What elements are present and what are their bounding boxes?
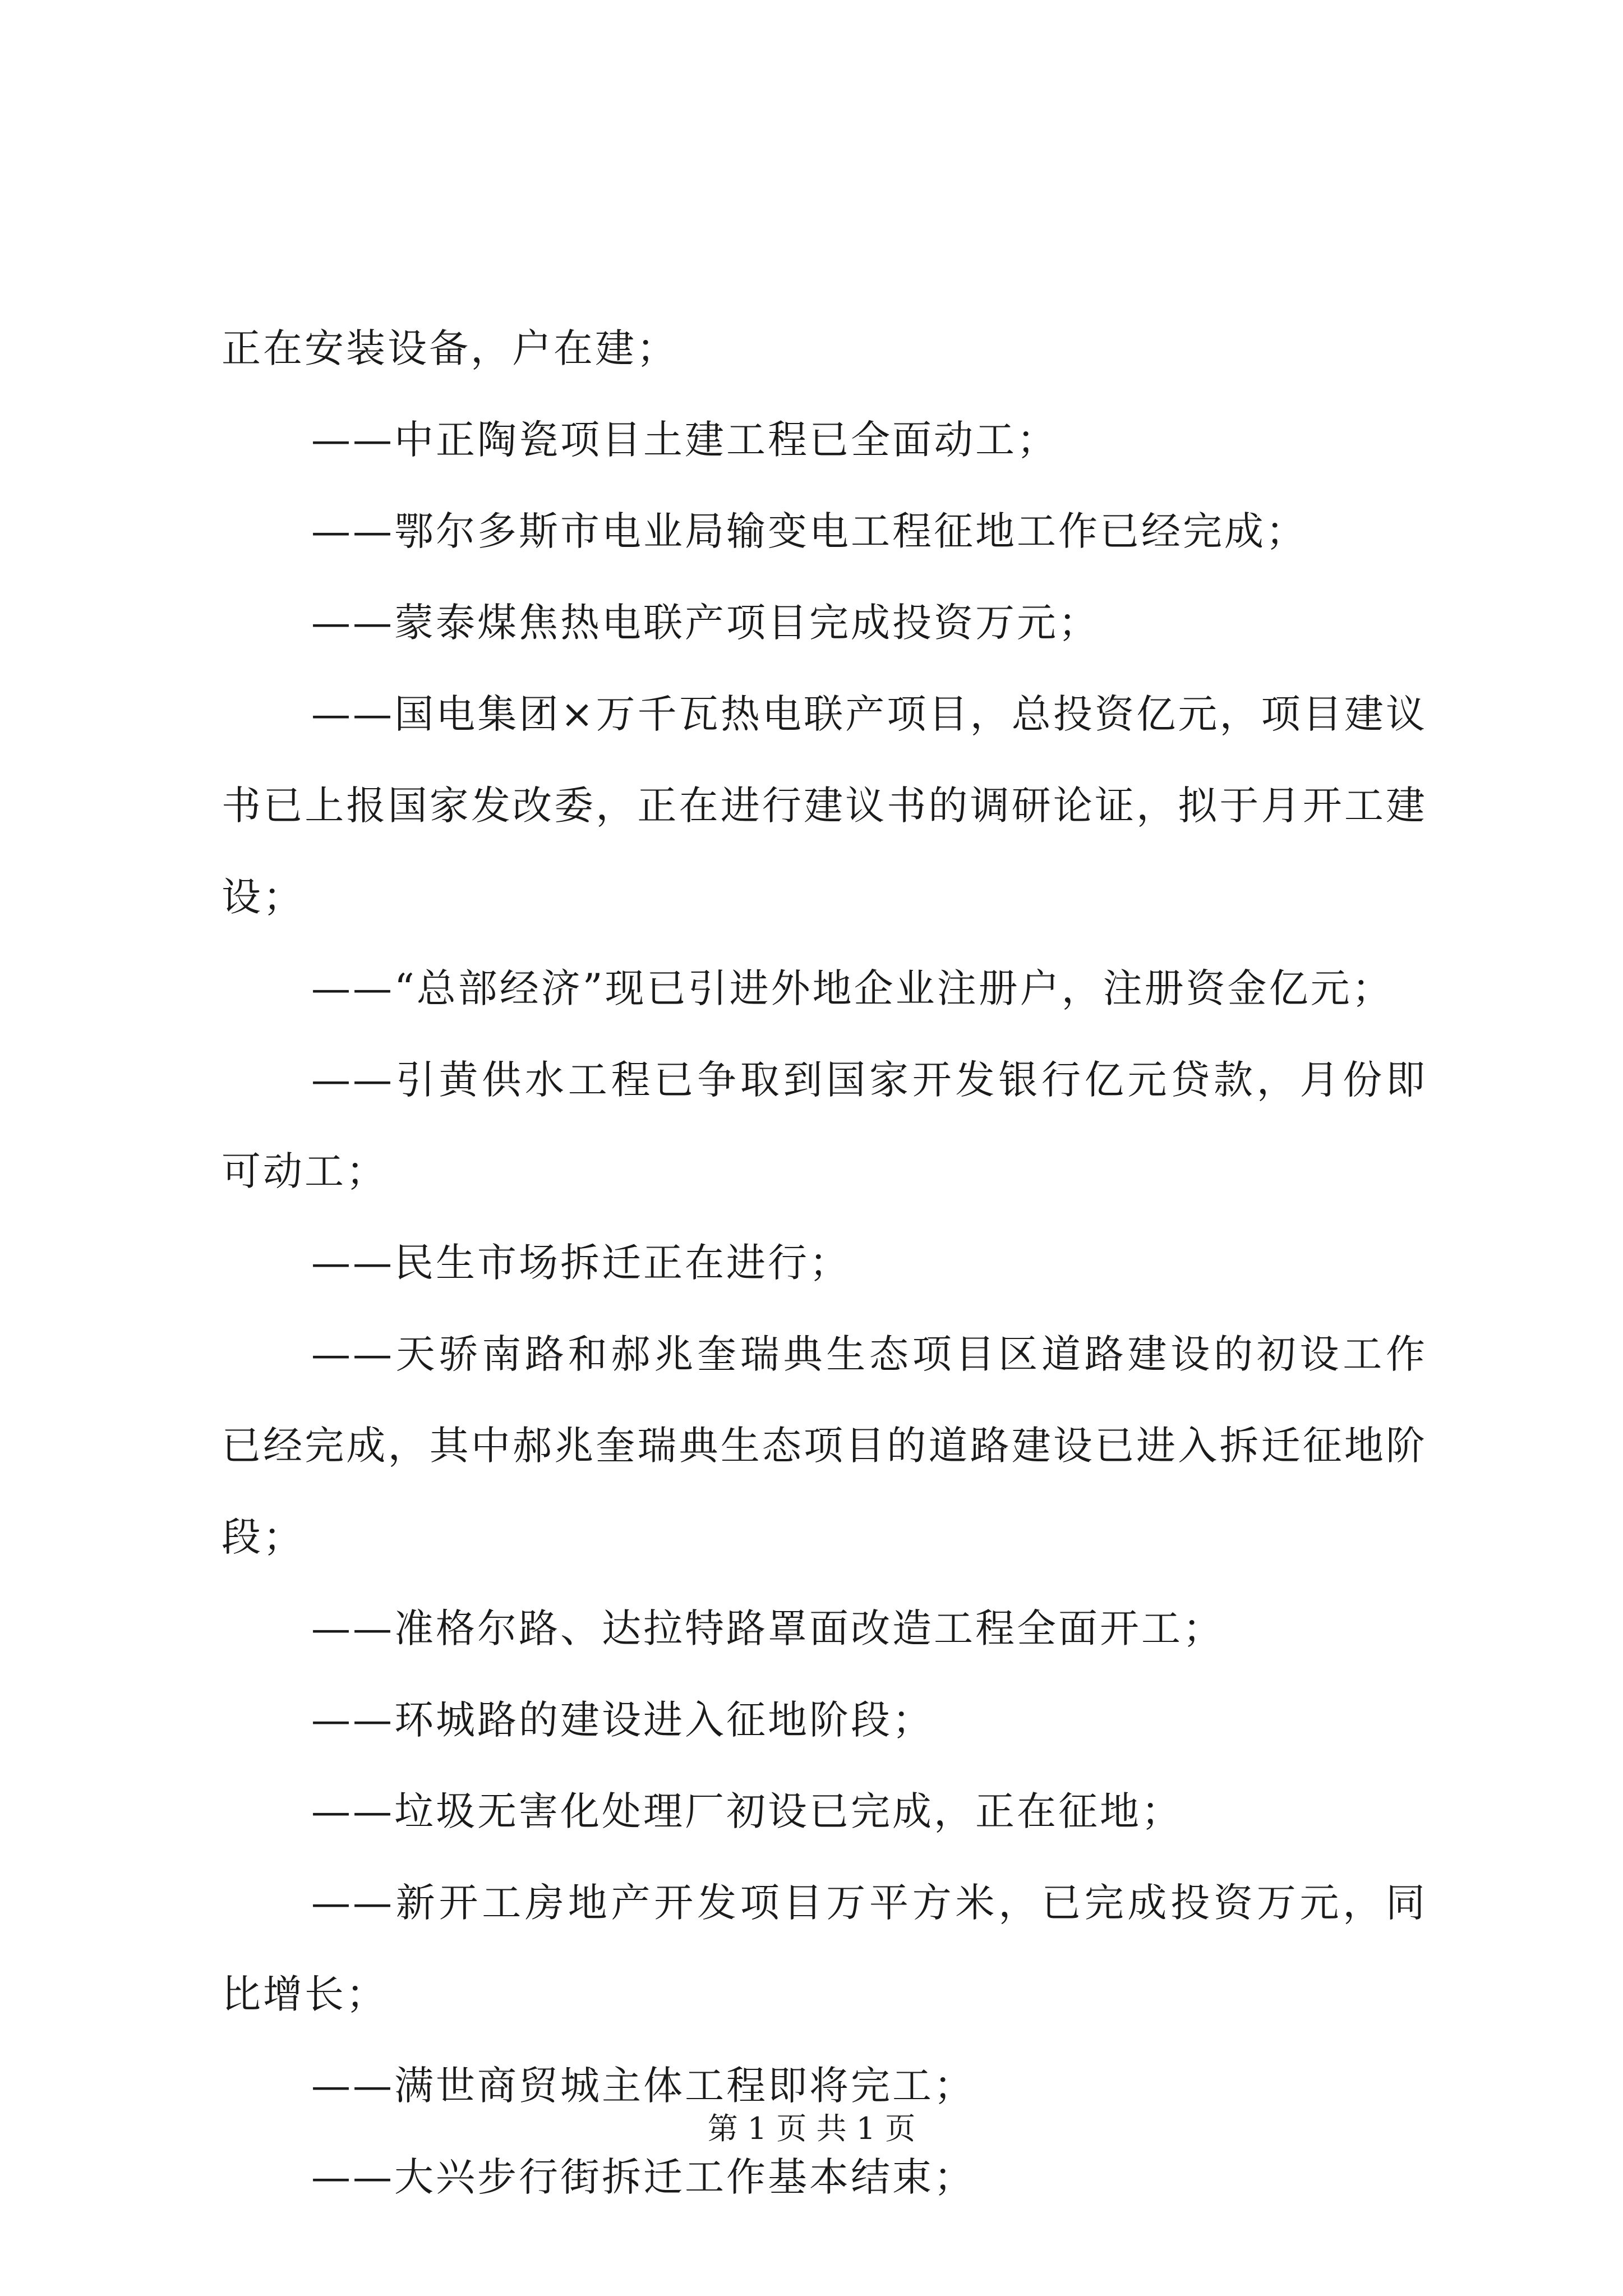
- paragraph-8: ——民生市场拆迁正在进行；: [311, 1240, 851, 1286]
- paragraph-14: ——满世商贸城主体工程即将完工；: [311, 2063, 975, 2109]
- paragraph-9: ——天骄南路和郝兆奎瑞典生态项目区道路建设的初设工作已经完成，其中郝兆奎瑞典生态项目的道路建设已进入拆迁征地阶段；: [222, 1331, 1427, 1560]
- page-footer: [0, 2109, 1623, 2148]
- paragraph-6: ——“总部经济”现已引进外地企业注册户，注册资金亿元；: [311, 965, 1394, 1011]
- page-number-label: 第 1 页 共 1 页: [707, 2111, 916, 2146]
- paragraph-2: ——中正陶瓷项目土建工程已全面动工；: [311, 417, 1058, 463]
- document-body: [222, 303, 1427, 2223]
- paragraph-13: ——新开工房地产开发项目万平方米，已完成投资万元，同比增长；: [222, 1880, 1427, 2017]
- paragraph-15: ——大兴步行街拆迁工作基本结束；: [311, 2154, 975, 2200]
- paragraph-5: ——国电集团×万千瓦热电联产项目，总投资亿元，项目建议书已上报国家发改委，正在进行建议书的调研论证，拟于月开工建设；: [222, 691, 1427, 920]
- paragraph-12: ——垃圾无害化处理厂初设已完成，正在征地；: [311, 1788, 1183, 1834]
- paragraph-10: ——准格尔路、达拉特路罩面改造工程全面开工；: [311, 1605, 1224, 1651]
- paragraph-11: ——环城路的建设进入征地阶段；: [311, 1697, 934, 1743]
- paragraph-4: ——蒙泰煤焦热电联产项目完成投资万元；: [311, 600, 1100, 646]
- paragraph-7: ——引黄供水工程已争取到国家开发银行亿元贷款，月份即可动工；: [222, 1057, 1427, 1194]
- paragraph-3: ——鄂尔多斯市电业局输变电工程征地工作已经完成；: [311, 508, 1307, 554]
- paragraph-1: 正在安装设备，户在建；: [222, 325, 678, 371]
